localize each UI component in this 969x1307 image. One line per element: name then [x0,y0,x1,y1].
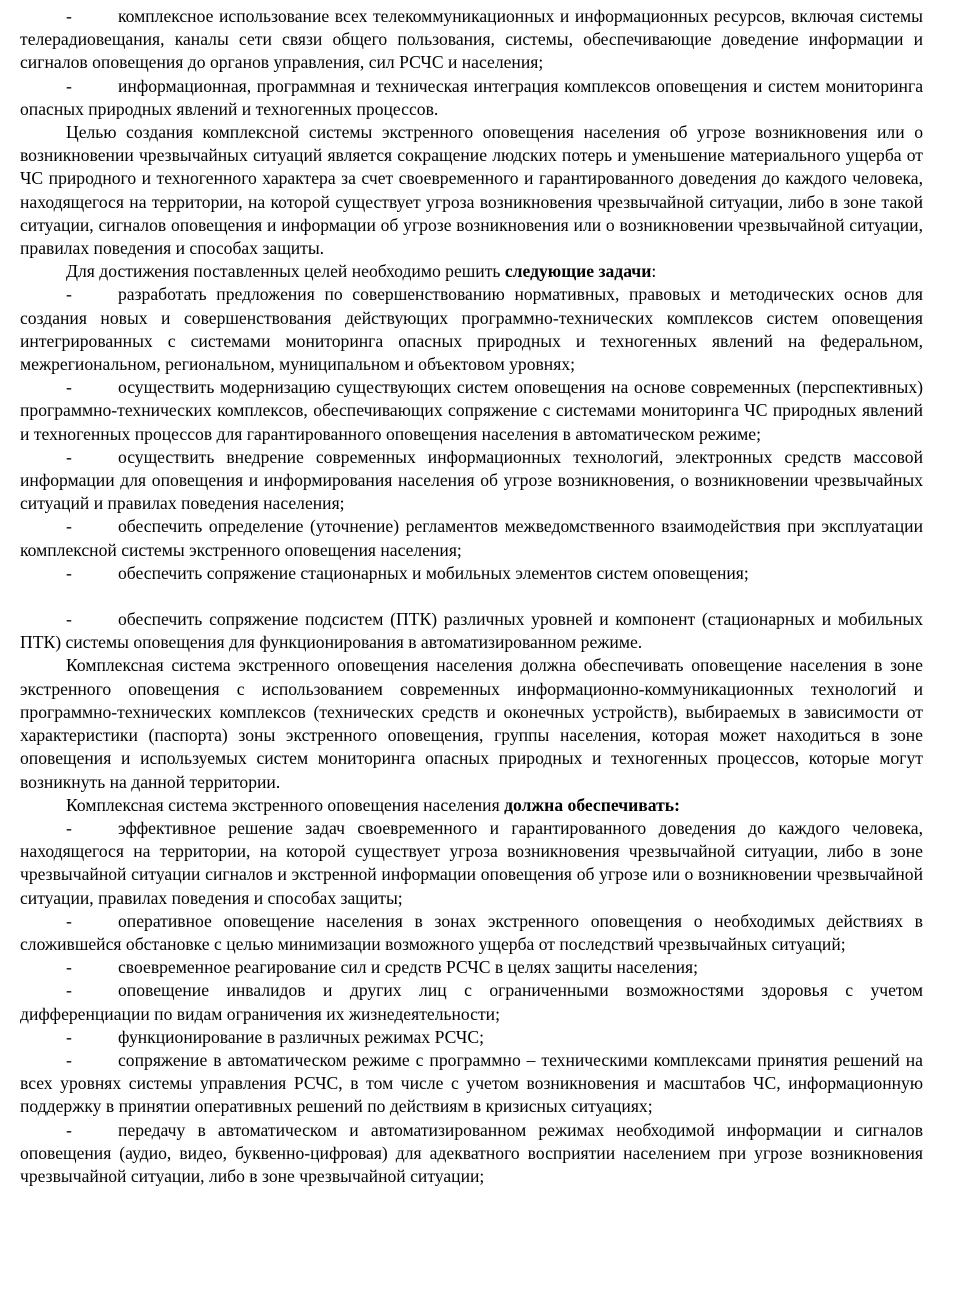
paragraph [20,794,923,817]
list-item-text: функционирование в различных режимах РСЧС; [118,1026,484,1047]
paragraph-text: Комплексная система экстренного оповещения населения [66,794,505,815]
list-item [20,1049,923,1119]
list-item-marker: - [66,284,72,305]
list-item-text: обеспечить определение (уточнение) регламентов межведомственного взаимодействия при эксплуатации комплексной системы экстренного оповещения населения; [20,516,923,560]
list-item-marker: - [66,516,72,537]
list-item-text: комплексное использование всех телекоммуникационных и информационных ресурсов, включая системы телерадиовещания, каналы сети связи общего пользования, системы, обеспечивающие доведение информации и сигналов оповещения до органов управления, сил РСЧС и населения; [20,6,923,73]
list-item [20,910,923,956]
list-item-text: информационная, программная и техническая интеграция комплексов оповещения и систем мониторинга опасных природных явлений и техногенных процессов. [20,75,923,119]
list-item [20,817,923,910]
list-item-marker: - [66,609,72,630]
paragraph-emphasis: следующие задачи [504,261,652,282]
list-item-marker: - [66,1119,72,1140]
list-item [20,956,923,979]
paragraph: Комплексная система экстренного оповещения населения должна обеспечивать оповещение населения в зоне экстренного оповещения с использованием современных информационно-коммуникационных технологий и программно-технических комплексов (технических средств и оконечных устройств), выбираемых в зависимости от характеристики (паспорта) зоны экстренного оповещения, группы населения, которая может находиться в зоне оповещения и используемых систем мониторинга опасных природных и техногенных процессов, которые могут возникнуть на данной территории. [20,655,923,792]
list-item [20,1026,923,1049]
list-item-text: эффективное решение задач своевременного и гарантированного доведения до каждого человека, находящегося на территории, на которой существует угроза возникновения чрезвычайной ситуации, либо в зоне чрезвычайной ситуации сигналов и экстренной информации оповещения об угрозе или о возникновении чрезвычайной ситуации, правилах поведения и способах защиты; [20,817,923,908]
list-item-marker: - [66,75,72,96]
list-item [20,5,923,75]
blank-line [20,585,923,608]
list-item [20,515,923,561]
list-item-text: обеспечить сопряжение стационарных и мобильных элементов систем оповещения; [118,562,749,583]
list-item-marker: - [66,1026,72,1047]
list-item-text: осуществить модернизацию существующих систем оповещения на основе современных (перспективных) программно-технических комплексов, обеспечивающих сопряжение с системами мониторинга ЧС природных явлений и техногенных процессов для гарантированного оповещения населения в автоматическом режиме; [20,377,923,444]
paragraph: Целью создания комплексной системы экстренного оповещения населения об угрозе возникновения или о возникновении чрезвычайных ситуаций является сокращение людских потерь и уменьшение материального ущерба от ЧС природного и техногенного характера за счет своевременного и гарантированного доведения до каждого человека, находящегося на территории, на которой существует угроза возникновения чрезвычайной ситуации, либо в зоне такой ситуации, сигналов оповещения и информации об угрозе возникновения или о возникновении чрезвычайной ситуации, правилах поведения и способах защиты. [20,122,923,259]
list-item [20,979,923,1025]
list-item [20,283,923,376]
list-item [20,446,923,516]
list-item-marker: - [66,377,72,398]
paragraph [20,260,923,283]
list-item-marker: - [66,6,72,26]
list-item-marker: - [66,446,72,467]
list-item [20,75,923,121]
list-item-marker: - [66,817,72,838]
paragraph-text: : [651,261,657,282]
list-item-text: осуществить внедрение современных информационных технологий, электронных средств массовой информации для оповещения и информирования населения об угрозе возникновения, о возникновении чрезвычайных ситуаций и правилах поведения населения; [20,446,923,514]
list-item-marker: - [66,957,72,978]
list-item [20,608,923,654]
list-item-text: сопряжение в автоматическом режиме с программно – техническими комплексами принятия решений на всех уровнях системы управления РСЧС, в том числе с учетом возникновения и масштабов ЧС, информационную поддержку в принятии оперативных решений по действиям в кризисных ситуациях; [20,1049,923,1117]
paragraph-emphasis: должна обеспечивать: [504,794,680,815]
paragraph-text: Для достижения поставленных целей необходимо решить [66,261,505,282]
list-item-text: оперативное оповещение населения в зонах экстренного оповещения о необходимых действиях в сложившейся обстановке с целью минимизации возможного ущерба от последствий чрезвычайных ситуаций; [20,910,923,954]
list-item-marker: - [66,980,72,1001]
list-item [20,376,923,446]
list-item-marker: - [66,910,72,931]
list-item-text: оповещение инвалидов и других лиц с ограниченными возможностями здоровья с учетом дифференциации по видам ограничения их жизнедеятельности; [20,980,923,1024]
list-item-text: разработать предложения по совершенствованию нормативных, правовых и методических основ для создания новых и совершенствования действующих программно-технических комплексов систем оповещения интегрированных с системами мониторинга опасных природных и техногенных явлений на федеральном, межрегиональном, региональном, муниципальном и объектовом уровнях; [20,284,923,375]
list-item [20,562,923,585]
list-item-text: своевременное реагирование сил и средств РСЧС в целях защиты населения; [118,957,699,978]
list-item-marker: - [66,562,72,583]
list-item-text: обеспечить сопряжение подсистем (ПТК) различных уровней и компонент (стационарных и мобильных ПТК) системы оповещения для функционирования в автоматизированном режиме. [20,609,923,653]
list-item-marker: - [66,1049,72,1070]
list-item [20,1119,923,1189]
list-item-text: передачу в автоматическом и автоматизированном режимах необходимой информации и сигналов оповещения (аудио, видео, буквенно-цифровая) для адекватного восприятии населением при угрозе возникновения чрезвычайной ситуации, либо в зоне чрезвычайной ситуации; [20,1119,923,1186]
